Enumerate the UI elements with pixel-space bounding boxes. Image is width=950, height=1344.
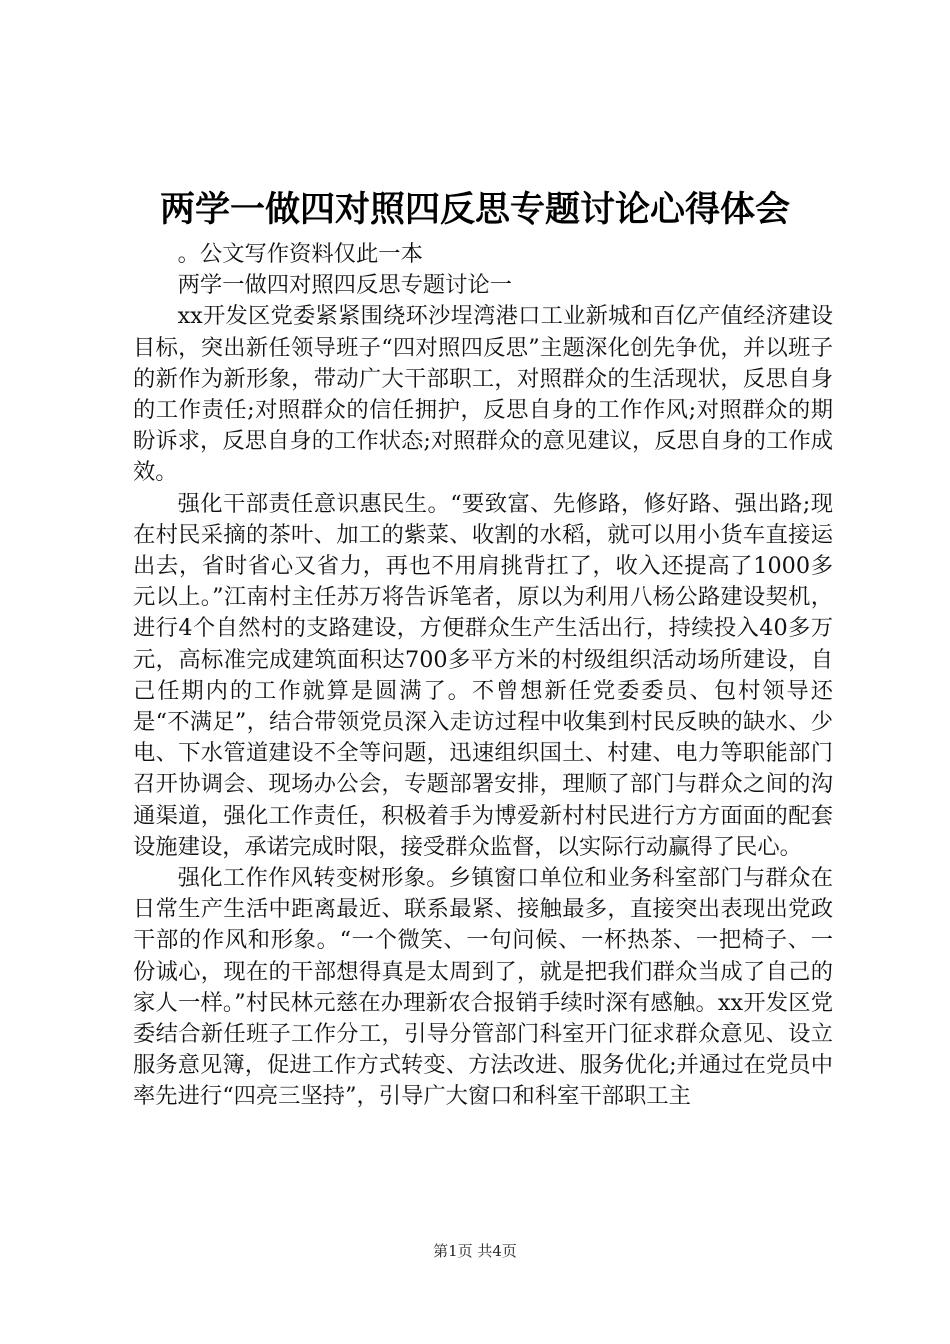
- paragraph-responsibility: 强化干部责任意识惠民生。“要致富、先修路，修好路、强出路;现在村民采摘的茶叶、加工的紫菜、收割的水稻，就可以用小货车直接运出去，省时省心又省力，再也不用肩挑背扛了，收入还提高了1000多元以上。”江南村主任苏万将告诉笔者，原以为利用八杨公路建设契机，进行4个自然村的支路建设，方便群众生产生活出行，持续投入40多万元，高标准完成建筑面积达700多平方米的村级组织活动场所建设，自己任期内的工作就算是圆满了。不曾想新任党委委员、包村领导还是“不满足”，结合带领党员深入走访过程中收集到村民反映的缺水、少电、下水管道建设不全等问题，迅速组织国土、村建、电力等职能部门召开协调会、现场办公会，专题部署安排，理顺了部门与群众之间的沟通渠道，强化工作责任，积极着手为博爱新村村民进行方方面面的配套设施建设，承诺完成时限，接受群众监督，以实际行动赢得了民心。: [133, 490, 833, 860]
- page-number-footer: 第1页 共4页: [433, 1242, 517, 1260]
- paragraph-subtitle: 两学一做四对照四反思专题讨论一: [177, 272, 513, 299]
- document-body: [133, 239, 833, 1113]
- paragraph-intro: xx开发区党委紧紧围绕环沙埕湾港口工业新城和百亿产值经济建设目标，突出新任领导班子“四对照四反思”主题深化创先争优，并以班子的新作为新形象，带动广大干部职工，对照群众的生活现状，反思自身的工作责任;对照群众的信任拥护，反思自身的工作作风;对照群众的期盼诉求，反思自身的工作状态;对照群众的意见建议，反思自身的工作成效。: [133, 303, 833, 486]
- document-title: 两学一做四对照四反思专题讨论心得体会: [159, 190, 790, 230]
- paragraph-note: 。公文写作资料仅此一本: [177, 241, 423, 267]
- paragraph-work-style: 强化工作作风转变树形象。乡镇窗口单位和业务科室部门与群众在日常生产生活中距离最近、联系最紧、接触最多，直接突出表现出党政干部的作风和形象。“一个微笑、一句问候、一杯热茶、一把椅子、一份诚心，现在的干部想得真是太周到了，就是把我们群众当成了自己的家人一样。”村民林元慈在办理新农合报销手续时深有感触。xx开发区党委结合新任班子工作分工，引导分管部门科室开门征求群众意见、设立服务意见簿，促进工作方式转变、方法改进、服务优化;并通过在党员中率先进行“四亮三坚持”，引导广大窗口和科室干部职工主: [133, 865, 833, 1110]
